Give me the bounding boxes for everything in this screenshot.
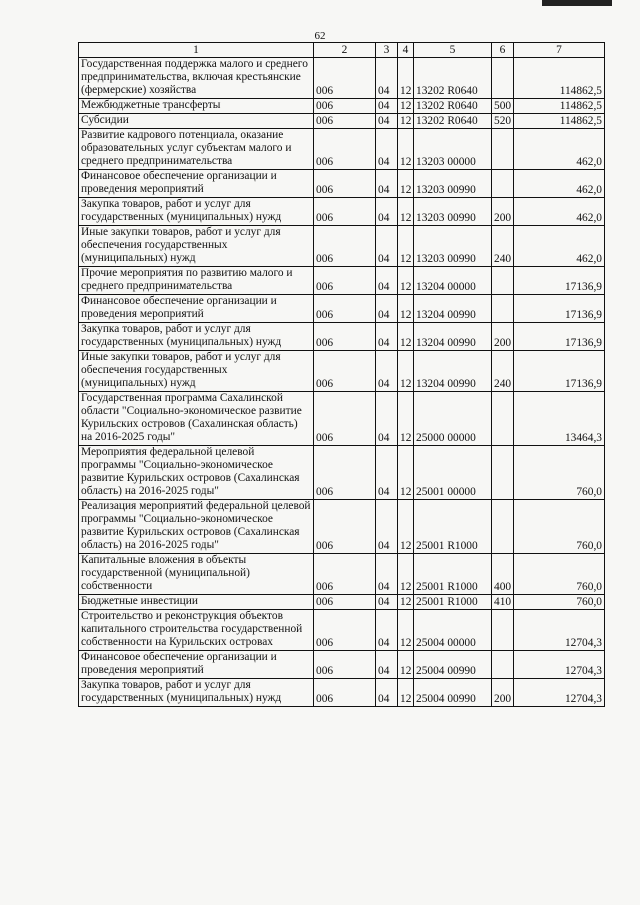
subsection-code-cell: 12 xyxy=(398,610,414,651)
table-row xyxy=(79,500,605,554)
column-header: 7 xyxy=(514,43,605,58)
expense-type-cell xyxy=(492,170,514,198)
amount-cell: 760,0 xyxy=(514,554,605,595)
ved-code-cell: 006 xyxy=(314,267,376,295)
ved-code-cell: 006 xyxy=(314,170,376,198)
row-name-cell: Капитальные вложения в объекты государственной (муниципальной) собственности xyxy=(79,554,314,595)
ved-code-cell: 006 xyxy=(314,651,376,679)
row-name-cell: Иные закупки товаров, работ и услуг для обеспечения государственных (муниципальных) нужд xyxy=(79,226,314,267)
ved-code-cell: 006 xyxy=(314,99,376,114)
target-article-cell: 25001 R1000 xyxy=(414,500,492,554)
ved-code-cell: 006 xyxy=(314,351,376,392)
section-code-cell: 04 xyxy=(376,679,398,707)
section-code-cell: 04 xyxy=(376,267,398,295)
row-name-cell: Закупка товаров, работ и услуг для государственных (муниципальных) нужд xyxy=(79,323,314,351)
expense-type-cell xyxy=(492,500,514,554)
row-name-cell: Государственная программа Сахалинской области "Социально-экономическое развитие Курильских островов (Сахалинская область) на 2016-2025 годы" xyxy=(79,392,314,446)
table-row xyxy=(79,679,605,707)
column-number-row xyxy=(79,43,605,58)
subsection-code-cell: 12 xyxy=(398,595,414,610)
target-article-cell: 13202 R0640 xyxy=(414,114,492,129)
table-row xyxy=(79,392,605,446)
amount-cell: 462,0 xyxy=(514,226,605,267)
target-article-cell: 13204 00000 xyxy=(414,267,492,295)
expense-type-cell: 240 xyxy=(492,351,514,392)
row-name-cell: Развитие кадрового потенциала, оказание образовательных услуг субъектам малого и среднего предпринимательства xyxy=(79,129,314,170)
subsection-code-cell: 12 xyxy=(398,500,414,554)
table-row xyxy=(79,554,605,595)
table-row xyxy=(79,351,605,392)
budget-table xyxy=(78,42,605,707)
target-article-cell: 13203 00990 xyxy=(414,198,492,226)
row-name-cell: Межбюджетные трансферты xyxy=(79,99,314,114)
subsection-code-cell: 12 xyxy=(398,198,414,226)
row-name-cell: Государственная поддержка малого и среднего предпринимательства, включая крестьянские (фермерские) хозяйства xyxy=(79,58,314,99)
ved-code-cell: 006 xyxy=(314,679,376,707)
expense-type-cell xyxy=(492,392,514,446)
expense-type-cell: 410 xyxy=(492,595,514,610)
section-code-cell: 04 xyxy=(376,554,398,595)
subsection-code-cell: 12 xyxy=(398,114,414,129)
table-row xyxy=(79,226,605,267)
section-code-cell: 04 xyxy=(376,500,398,554)
amount-cell: 114862,5 xyxy=(514,114,605,129)
target-article-cell: 25001 R1000 xyxy=(414,554,492,595)
target-article-cell: 25000 00000 xyxy=(414,392,492,446)
expense-type-cell xyxy=(492,267,514,295)
target-article-cell: 25004 00990 xyxy=(414,679,492,707)
table-row xyxy=(79,446,605,500)
ved-code-cell: 006 xyxy=(314,500,376,554)
row-name-cell: Финансовое обеспечение организации и проведения мероприятий xyxy=(79,295,314,323)
row-name-cell: Бюджетные инвестиции xyxy=(79,595,314,610)
table-row xyxy=(79,610,605,651)
amount-cell: 462,0 xyxy=(514,198,605,226)
expense-type-cell xyxy=(492,295,514,323)
subsection-code-cell: 12 xyxy=(398,226,414,267)
table-row xyxy=(79,170,605,198)
row-name-cell: Финансовое обеспечение организации и проведения мероприятий xyxy=(79,170,314,198)
table-row xyxy=(79,323,605,351)
row-name-cell: Закупка товаров, работ и услуг для государственных (муниципальных) нужд xyxy=(79,679,314,707)
amount-cell: 462,0 xyxy=(514,129,605,170)
ved-code-cell: 006 xyxy=(314,554,376,595)
expense-type-cell xyxy=(492,610,514,651)
table-row xyxy=(79,651,605,679)
subsection-code-cell: 12 xyxy=(398,129,414,170)
target-article-cell: 13203 00990 xyxy=(414,226,492,267)
section-code-cell: 04 xyxy=(376,323,398,351)
page-number: 62 xyxy=(314,30,326,42)
expense-type-cell xyxy=(492,446,514,500)
table-row xyxy=(79,114,605,129)
table-row xyxy=(79,129,605,170)
section-code-cell: 04 xyxy=(376,99,398,114)
expense-type-cell: 500 xyxy=(492,99,514,114)
section-code-cell: 04 xyxy=(376,610,398,651)
column-header: 3 xyxy=(376,43,398,58)
expense-type-cell: 400 xyxy=(492,554,514,595)
section-code-cell: 04 xyxy=(376,295,398,323)
subsection-code-cell: 12 xyxy=(398,170,414,198)
amount-cell: 760,0 xyxy=(514,595,605,610)
table-row xyxy=(79,595,605,610)
target-article-cell: 13204 00990 xyxy=(414,351,492,392)
amount-cell: 17136,9 xyxy=(514,351,605,392)
target-article-cell: 13202 R0640 xyxy=(414,58,492,99)
top-edge-mark xyxy=(542,0,612,6)
subsection-code-cell: 12 xyxy=(398,99,414,114)
section-code-cell: 04 xyxy=(376,446,398,500)
target-article-cell: 25001 00000 xyxy=(414,446,492,500)
expense-type-cell: 200 xyxy=(492,198,514,226)
ved-code-cell: 006 xyxy=(314,295,376,323)
amount-cell: 12704,3 xyxy=(514,610,605,651)
expense-type-cell: 520 xyxy=(492,114,514,129)
amount-cell: 17136,9 xyxy=(514,323,605,351)
target-article-cell: 13204 00990 xyxy=(414,323,492,351)
table-row xyxy=(79,198,605,226)
ved-code-cell: 006 xyxy=(314,446,376,500)
row-name-cell: Иные закупки товаров, работ и услуг для обеспечения государственных (муниципальных) нужд xyxy=(79,351,314,392)
column-header: 4 xyxy=(398,43,414,58)
subsection-code-cell: 12 xyxy=(398,267,414,295)
section-code-cell: 04 xyxy=(376,170,398,198)
target-article-cell: 13203 00990 xyxy=(414,170,492,198)
target-article-cell: 13203 00000 xyxy=(414,129,492,170)
amount-cell: 17136,9 xyxy=(514,267,605,295)
ved-code-cell: 006 xyxy=(314,198,376,226)
row-name-cell: Строительство и реконструкция объектов капитального строительства государственной собственности на Курильских островах xyxy=(79,610,314,651)
amount-cell: 114862,5 xyxy=(514,99,605,114)
subsection-code-cell: 12 xyxy=(398,554,414,595)
expense-type-cell: 200 xyxy=(492,679,514,707)
table-row xyxy=(79,99,605,114)
section-code-cell: 04 xyxy=(376,114,398,129)
expense-type-cell: 240 xyxy=(492,226,514,267)
section-code-cell: 04 xyxy=(376,129,398,170)
target-article-cell: 13204 00990 xyxy=(414,295,492,323)
subsection-code-cell: 12 xyxy=(398,446,414,500)
expense-type-cell xyxy=(492,651,514,679)
column-header: 2 xyxy=(314,43,376,58)
row-name-cell: Реализация мероприятий федеральной целевой программы "Социально-экономическое развитие Курильских островов (Сахалинская область) на 2016-2025 годы" xyxy=(79,500,314,554)
subsection-code-cell: 12 xyxy=(398,351,414,392)
row-name-cell: Финансовое обеспечение организации и проведения мероприятий xyxy=(79,651,314,679)
target-article-cell: 25004 00000 xyxy=(414,610,492,651)
section-code-cell: 04 xyxy=(376,392,398,446)
amount-cell: 17136,9 xyxy=(514,295,605,323)
subsection-code-cell: 12 xyxy=(398,679,414,707)
target-article-cell: 25004 00990 xyxy=(414,651,492,679)
section-code-cell: 04 xyxy=(376,651,398,679)
row-name-cell: Закупка товаров, работ и услуг для государственных (муниципальных) нужд xyxy=(79,198,314,226)
amount-cell: 760,0 xyxy=(514,446,605,500)
ved-code-cell: 006 xyxy=(314,129,376,170)
expense-type-cell xyxy=(492,129,514,170)
ved-code-cell: 006 xyxy=(314,595,376,610)
table-row xyxy=(79,267,605,295)
amount-cell: 13464,3 xyxy=(514,392,605,446)
row-name-cell: Мероприятия федеральной целевой программы "Социально-экономическое развитие Курильских островов (Сахалинская область) на 2016-2025 годы" xyxy=(79,446,314,500)
section-code-cell: 04 xyxy=(376,226,398,267)
subsection-code-cell: 12 xyxy=(398,651,414,679)
amount-cell: 12704,3 xyxy=(514,679,605,707)
amount-cell: 12704,3 xyxy=(514,651,605,679)
subsection-code-cell: 12 xyxy=(398,323,414,351)
row-name-cell: Прочие мероприятия по развитию малого и среднего предпринимательства xyxy=(79,267,314,295)
ved-code-cell: 006 xyxy=(314,323,376,351)
column-header: 1 xyxy=(79,43,314,58)
section-code-cell: 04 xyxy=(376,351,398,392)
ved-code-cell: 006 xyxy=(314,610,376,651)
table-row xyxy=(79,58,605,99)
section-code-cell: 04 xyxy=(376,198,398,226)
row-name-cell: Субсидии xyxy=(79,114,314,129)
column-header: 5 xyxy=(414,43,492,58)
section-code-cell: 04 xyxy=(376,595,398,610)
subsection-code-cell: 12 xyxy=(398,392,414,446)
column-header: 6 xyxy=(492,43,514,58)
ved-code-cell: 006 xyxy=(314,58,376,99)
target-article-cell: 25001 R1000 xyxy=(414,595,492,610)
amount-cell: 114862,5 xyxy=(514,58,605,99)
ved-code-cell: 006 xyxy=(314,392,376,446)
table-row xyxy=(79,295,605,323)
expense-type-cell xyxy=(492,58,514,99)
amount-cell: 462,0 xyxy=(514,170,605,198)
section-code-cell: 04 xyxy=(376,58,398,99)
subsection-code-cell: 12 xyxy=(398,295,414,323)
ved-code-cell: 006 xyxy=(314,114,376,129)
target-article-cell: 13202 R0640 xyxy=(414,99,492,114)
amount-cell: 760,0 xyxy=(514,500,605,554)
expense-type-cell: 200 xyxy=(492,323,514,351)
ved-code-cell: 006 xyxy=(314,226,376,267)
table-body xyxy=(79,58,605,707)
subsection-code-cell: 12 xyxy=(398,58,414,99)
